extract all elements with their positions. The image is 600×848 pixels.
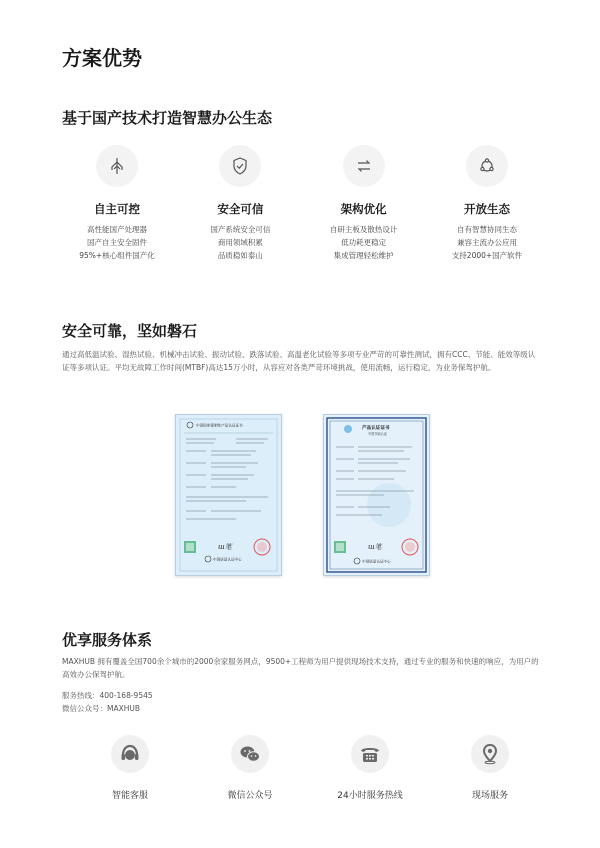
feature-title: 自主可控 xyxy=(94,202,140,216)
service-item-smart-support xyxy=(80,735,180,801)
service-icon-circle xyxy=(351,735,389,773)
feature-icon-circle xyxy=(466,145,508,187)
service-hotline: 服务热线：400-168-9545 xyxy=(62,691,153,700)
feature-line: 低功耗更稳定 xyxy=(341,238,387,247)
feature-line: 国产系统安全可信 xyxy=(210,225,271,234)
headset-icon xyxy=(118,742,142,766)
energy-certificate-footer: 中国质量认证中心 xyxy=(362,559,391,564)
feature-list xyxy=(62,145,542,262)
feature-item-open-ecosystem xyxy=(432,145,542,262)
feature-icon-circle xyxy=(96,145,138,187)
service-channel-list xyxy=(80,735,540,801)
energy-certificate-image xyxy=(323,414,430,576)
service-icon-circle xyxy=(471,735,509,773)
service-icon-circle xyxy=(231,735,269,773)
feature-title: 开放生态 xyxy=(463,202,510,216)
feature-title: 架构优化 xyxy=(340,202,387,216)
feature-line: 商用领域积累 xyxy=(217,238,263,247)
leaf-icon xyxy=(107,156,127,176)
feature-title: 安全可信 xyxy=(217,202,264,216)
reliability-description: 通过高低温试验、湿热试验、机械冲击试验、振动试验、跌落试验、高温老化试验等多项专业严苛的可靠性测试，拥有CCC、节能、能效等级认证等多项认证。平均无故障工作时间(MTBF)高达15万小时，从容应对各类严苛环境挑战，使用流畅，运行稳定，为业务保驾护航。 xyxy=(62,350,536,372)
architecture-arrows-icon xyxy=(354,156,374,176)
service-description: MAXHUB 拥有覆盖全国700余个城市的2000余家服务网点，9500+工程师为用户提供现场技术支持，通过专业的服务和快速的响应，为用户的高效办公保驾护航。 xyxy=(62,657,539,679)
feature-item-secure xyxy=(185,145,295,262)
service-label: 现场服务 xyxy=(471,791,508,801)
ccc-certificate-footer: 中国质量认证中心 xyxy=(213,557,242,562)
service-item-onsite xyxy=(440,735,540,801)
location-pin-icon xyxy=(478,742,502,766)
svg-text:ш笔: ш笔 xyxy=(368,543,382,551)
ccc-certificate-graphic xyxy=(176,415,281,575)
feature-line: 95%+核心组件国产化 xyxy=(79,251,155,260)
shield-check-icon xyxy=(230,156,250,176)
feature-item-autonomous xyxy=(62,145,172,262)
feature-line: 集成管理轻松维护 xyxy=(333,251,394,260)
service-label: 智能客服 xyxy=(111,791,148,801)
section-title-reliability: 安全可靠，坚如磐石 xyxy=(62,322,198,340)
feature-icon-circle xyxy=(219,145,261,187)
feature-line: 支持2000+国产软件 xyxy=(451,251,523,260)
service-item-hotline xyxy=(320,735,420,801)
energy-certificate-graphic xyxy=(324,415,429,575)
feature-line: 高性能国产处理器 xyxy=(87,225,147,234)
section-title-ecosystem: 基于国产技术打造智慧办公生态 xyxy=(62,109,273,127)
wechat-icon xyxy=(238,742,262,766)
svg-text:ш笔: ш笔 xyxy=(218,543,232,551)
service-icon-circle xyxy=(111,735,149,773)
telephone-icon xyxy=(358,742,382,766)
energy-certificate-title: 产品认证证书 xyxy=(362,426,390,431)
page-title: 方案优势 xyxy=(62,46,142,70)
section-title-service: 优享服务体系 xyxy=(62,631,153,649)
ccc-certificate-image xyxy=(175,414,282,576)
feature-line: 自有智慧协同生态 xyxy=(456,225,517,234)
service-label: 24小时服务热线 xyxy=(337,791,403,801)
feature-line: 品质稳如泰山 xyxy=(217,251,263,260)
energy-certificate-subtitle: 中国节能认证 xyxy=(368,432,388,436)
wechat-account: 微信公众号：MAXHUB xyxy=(62,704,141,713)
feature-line: 国产自主安全固件 xyxy=(87,238,147,247)
feature-item-architecture xyxy=(309,145,419,262)
feature-icon-circle xyxy=(343,145,385,187)
service-item-wechat xyxy=(200,735,300,801)
feature-line: 兼容主流办公应用 xyxy=(456,238,517,247)
feature-line: 自研主板及散热设计 xyxy=(329,225,398,234)
service-label: 微信公众号 xyxy=(227,791,273,801)
ecosystem-nodes-icon xyxy=(477,156,497,176)
ccc-certificate-title: 中国国家强制性产品认证证书 xyxy=(196,423,243,428)
